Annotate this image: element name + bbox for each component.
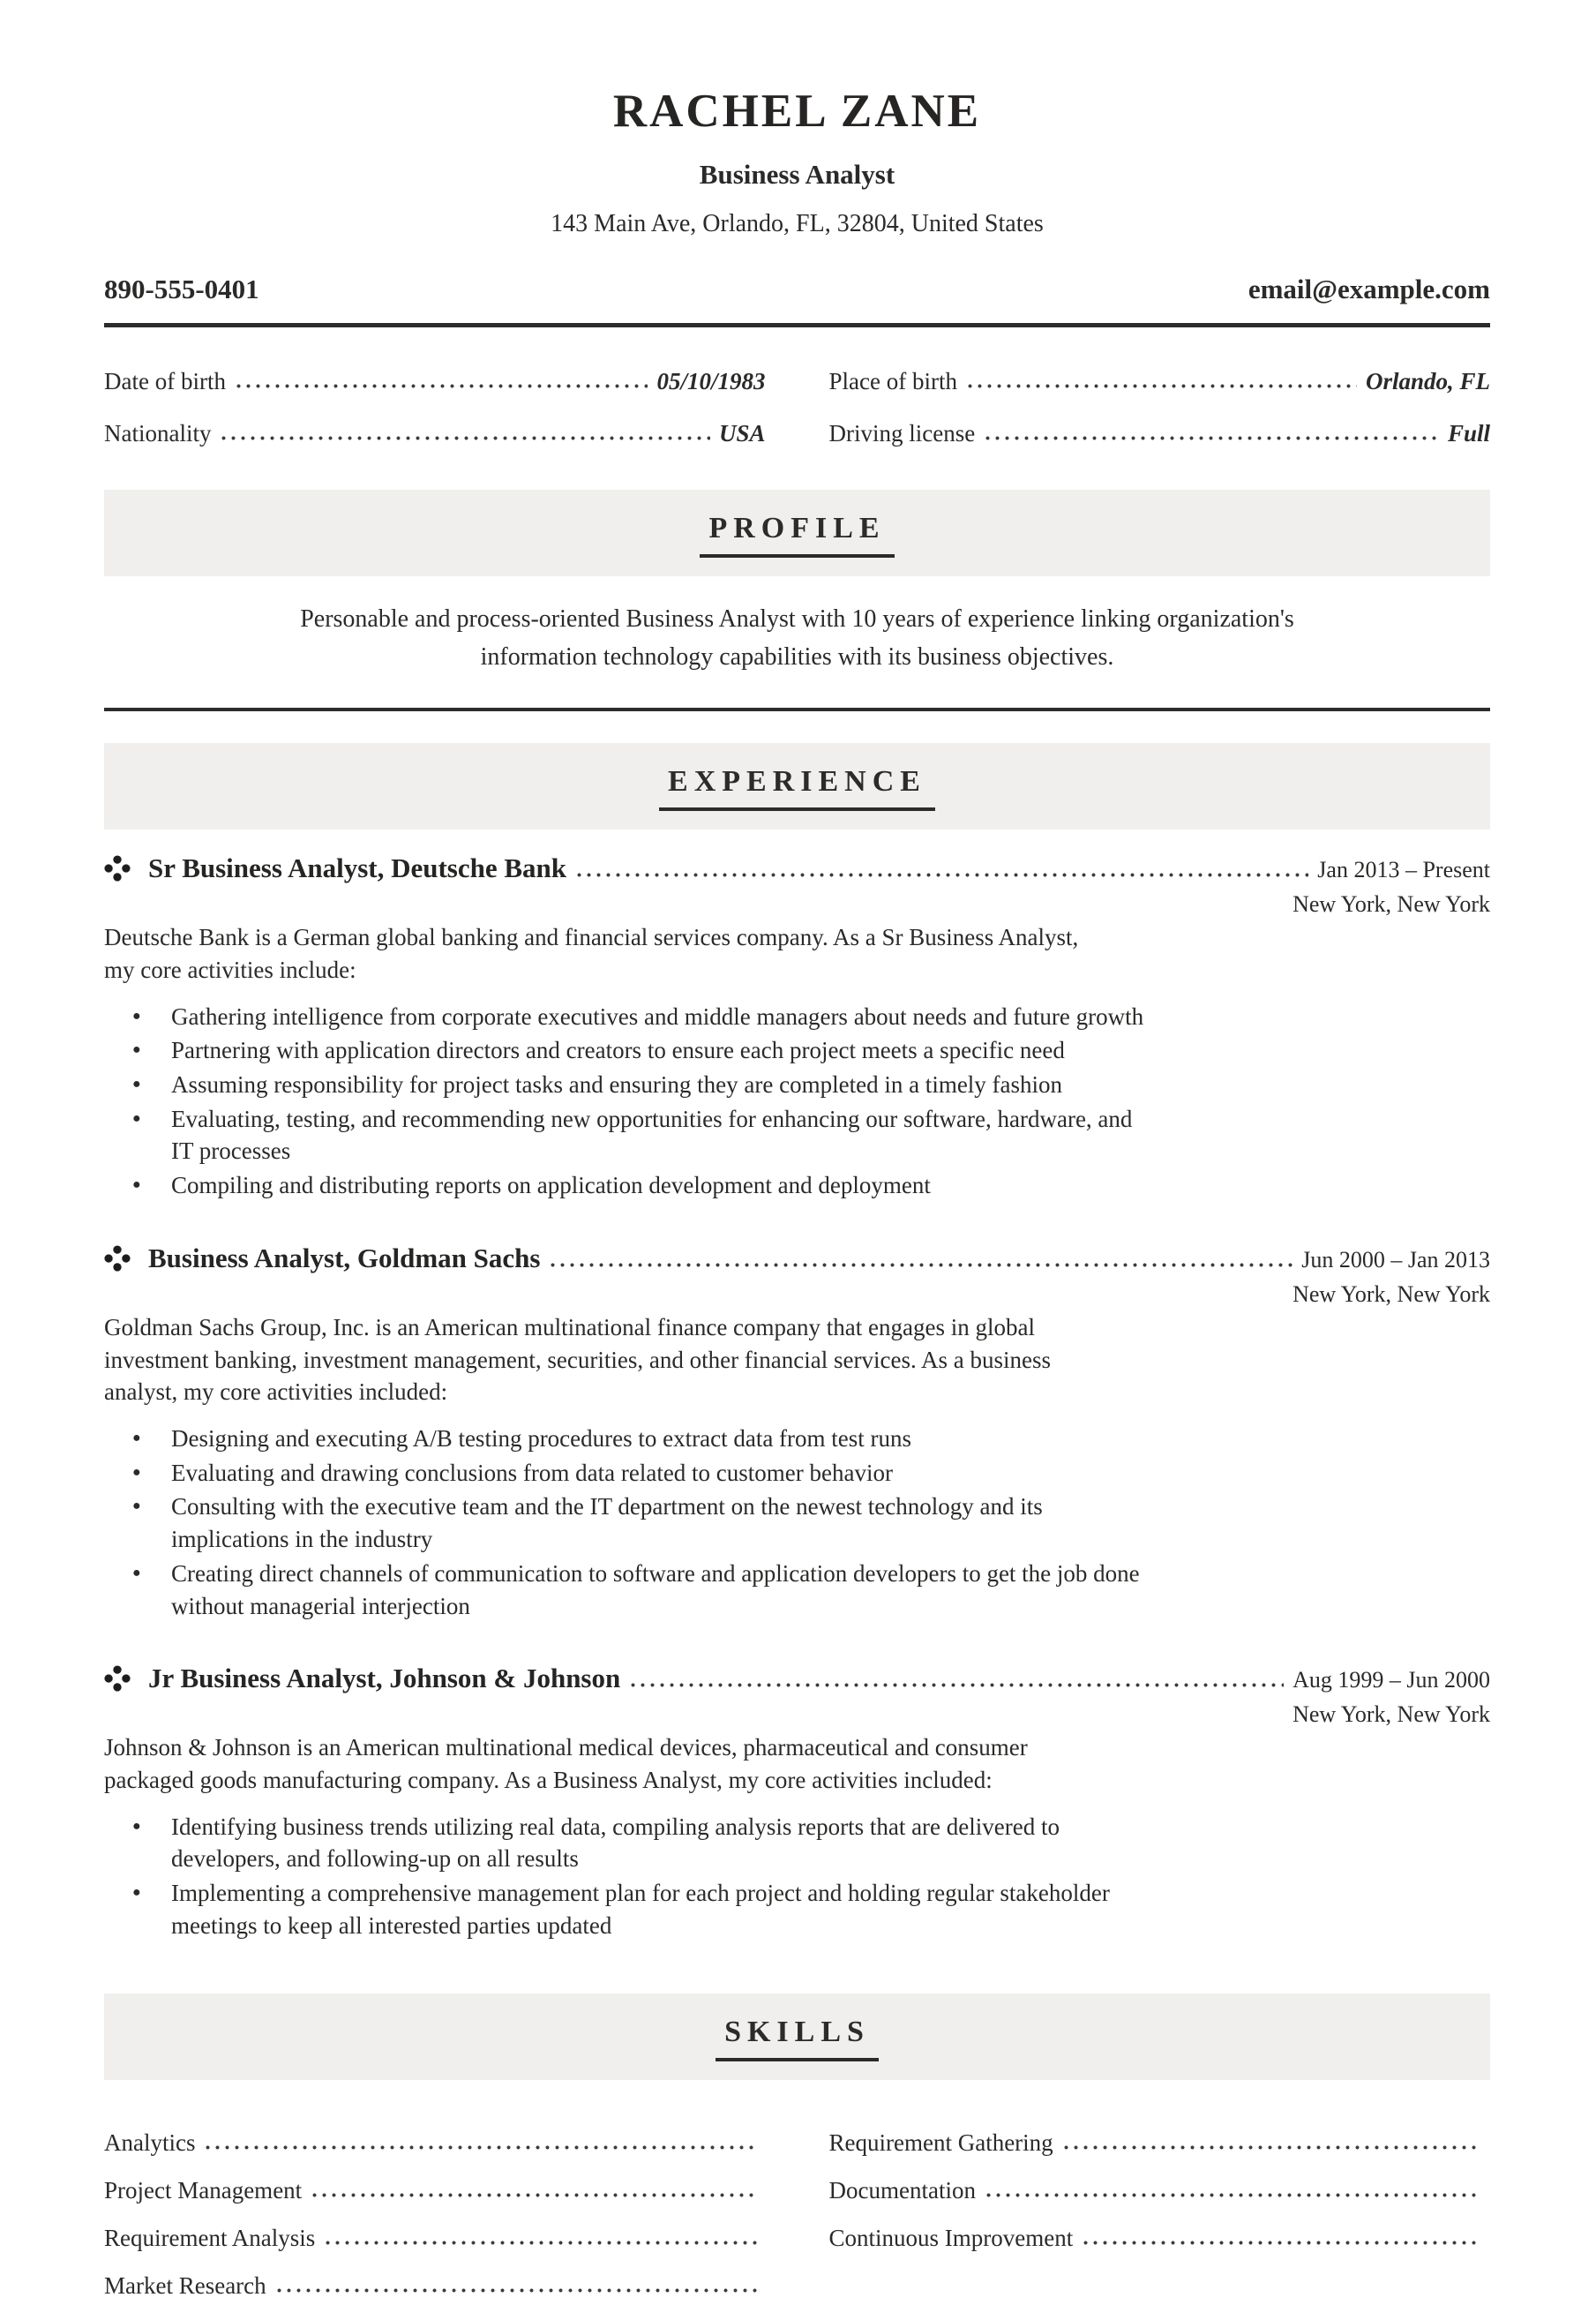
- skills-section-heading: SKILLS: [716, 2016, 879, 2061]
- profile-section-heading: PROFILE: [700, 512, 894, 558]
- experience-section-banner: [104, 743, 1490, 830]
- job-entry: [104, 852, 1490, 1202]
- detail-value: 05/10/1983: [656, 368, 766, 394]
- skill-row: [104, 2129, 766, 2157]
- resume-header: [104, 85, 1490, 327]
- job-location: New York, New York: [1293, 891, 1490, 918]
- skill-row: [104, 2225, 766, 2252]
- dotted-leader: [277, 2288, 757, 2294]
- dotted-leader: [985, 436, 1439, 441]
- job-header: [104, 1243, 1490, 1274]
- dotted-leader: [221, 436, 709, 441]
- job-bullet-list: [104, 1811, 1490, 1942]
- detail-row: [104, 368, 766, 395]
- job-bullet-list: [104, 1001, 1490, 1202]
- job-date-range: Jun 2000 – Jan 2013: [1301, 1246, 1490, 1273]
- job-bullet: ● Partnering with application directors and creators to ensure each project meets a specific need: [171, 1034, 1150, 1067]
- dotted-leader: [206, 2145, 756, 2151]
- email-address: email@example.com: [1248, 274, 1490, 304]
- skill-label: Documentation: [828, 2176, 976, 2204]
- detail-value: Orlando, FL: [1365, 368, 1490, 394]
- skill-row: [829, 2129, 1491, 2157]
- job-bullet: ● Evaluating, testing, and recommending new opportunities for enhancing our software, hardware, and IT processes: [171, 1103, 1150, 1168]
- job-bullet: ● Creating direct channels of communication to software and application developers to get the job done without managerial interjection: [171, 1558, 1150, 1622]
- job-description: Deutsche Bank is a German global banking and financial services company. As a Sr Business Analyst, my core activities include:: [104, 924, 1079, 983]
- job-bullet: ● Compiling and distributing reports on application development and deployment: [171, 1169, 1150, 1202]
- skills-section: [104, 1993, 1490, 2320]
- job-date-range: Jan 2013 – Present: [1317, 857, 1490, 883]
- job-title: Jr Business Analyst, Johnson & Johnson: [148, 1663, 621, 1694]
- detail-row: [104, 420, 766, 447]
- job-bullet-list: [104, 1423, 1490, 1622]
- dotted-leader: [236, 384, 648, 389]
- experience-section: [104, 743, 1490, 1942]
- skill-row: [829, 2177, 1491, 2204]
- skill-label: Requirement Gathering: [828, 2129, 1053, 2156]
- personal-details: [104, 368, 1490, 472]
- job-description: Johnson & Johnson is an American multinational medical devices, pharmaceutical and consumer packaged goods manufacturing company. As a Business Analyst, my core activities included:: [104, 1734, 1028, 1794]
- job-header: [104, 852, 1490, 884]
- person-name: RACHEL ZANE: [612, 86, 982, 137]
- dotted-leader: [551, 1263, 1293, 1268]
- skill-label: Requirement Analysis: [104, 2224, 316, 2251]
- contact-row: [104, 274, 1490, 323]
- detail-label: Driving license: [828, 420, 976, 447]
- dotted-leader: [1083, 2241, 1481, 2246]
- dotted-leader: [1064, 2145, 1481, 2151]
- skills-grid: [104, 2129, 1490, 2320]
- job-bullet: ● Consulting with the executive team and the IT department on the newest technology and its implications in the industry: [171, 1490, 1150, 1555]
- job-marker-icon: [104, 1665, 131, 1692]
- job-entry: [104, 1243, 1490, 1622]
- profile-section: [104, 490, 1490, 711]
- detail-label: Place of birth: [828, 368, 957, 394]
- detail-row: [829, 420, 1491, 447]
- job-title: Sr Business Analyst, Deutsche Bank: [148, 852, 567, 884]
- profile-divider: [104, 708, 1490, 711]
- skill-row: [829, 2225, 1491, 2252]
- person-address: 143 Main Ave, Orlando, FL, 32804, United States: [551, 210, 1044, 237]
- job-location: New York, New York: [1293, 1280, 1490, 1307]
- dotted-leader: [326, 2241, 756, 2246]
- skill-label: Analytics: [104, 2129, 196, 2156]
- skills-left-column: [104, 2129, 766, 2320]
- job-entry: [104, 1663, 1490, 1941]
- phone-number: 890-555-0401: [104, 274, 259, 304]
- job-bullet: ● Implementing a comprehensive management plan for each project and holding regular stakeholder meetings to keep all interested parties updated: [171, 1877, 1150, 1941]
- personal-details-left-column: [104, 368, 766, 472]
- detail-value: USA: [718, 420, 766, 447]
- job-date-range: Aug 1999 – Jun 2000: [1293, 1667, 1490, 1693]
- detail-label: Nationality: [104, 420, 212, 447]
- skill-label: Market Research: [104, 2271, 266, 2299]
- header-divider: [104, 323, 1490, 327]
- job-bullet: ● Assuming responsibility for project tasks and ensuring they are completed in a timely fashion: [171, 1069, 1150, 1101]
- detail-row: [829, 368, 1491, 395]
- detail-label: Date of birth: [104, 368, 226, 394]
- skill-row: [104, 2272, 766, 2300]
- job-bullet: ● Evaluating and drawing conclusions from data related to customer behavior: [171, 1457, 1150, 1490]
- dotted-leader: [312, 2193, 756, 2198]
- job-marker-icon: [104, 1245, 131, 1272]
- skills-right-column: [829, 2129, 1491, 2320]
- detail-value: Full: [1447, 420, 1490, 447]
- job-title: Business Analyst, Goldman Sachs: [148, 1242, 541, 1273]
- job-bullet: ● Designing and executing A/B testing procedures to extract data from test runs: [171, 1423, 1150, 1455]
- skill-label: Continuous Improvement: [828, 2224, 1074, 2251]
- dotted-leader: [986, 2193, 1481, 2198]
- profile-summary: Personable and process-oriented Business Analyst with 10 years of experience linking organization's information technology capabilities with its business objectives.: [300, 605, 1294, 671]
- job-marker-icon: [104, 855, 131, 882]
- job-bullet: ● Gathering intelligence from corporate executives and middle managers about needs and future growth: [171, 1001, 1150, 1033]
- job-location: New York, New York: [1293, 1701, 1490, 1728]
- personal-details-right-column: [829, 368, 1491, 472]
- dotted-leader: [577, 873, 1308, 878]
- job-bullet: ● Identifying business trends utilizing real data, compiling analysis reports that are delivered to developers, and following-up on all results: [171, 1811, 1150, 1875]
- person-job-title: Business Analyst: [699, 159, 895, 190]
- profile-section-banner: [104, 490, 1490, 576]
- job-description: Goldman Sachs Group, Inc. is an American multinational finance company that engages in global investment banking, investment management, securities, and other financial services. As a business analyst, my core activities included:: [104, 1313, 1051, 1406]
- dotted-leader: [631, 1683, 1284, 1688]
- dotted-leader: [968, 384, 1357, 389]
- job-header: [104, 1663, 1490, 1694]
- experience-section-heading: EXPERIENCE: [659, 765, 935, 811]
- skill-row: [104, 2177, 766, 2204]
- skills-section-banner: [104, 1993, 1490, 2080]
- skill-label: Project Management: [104, 2176, 303, 2204]
